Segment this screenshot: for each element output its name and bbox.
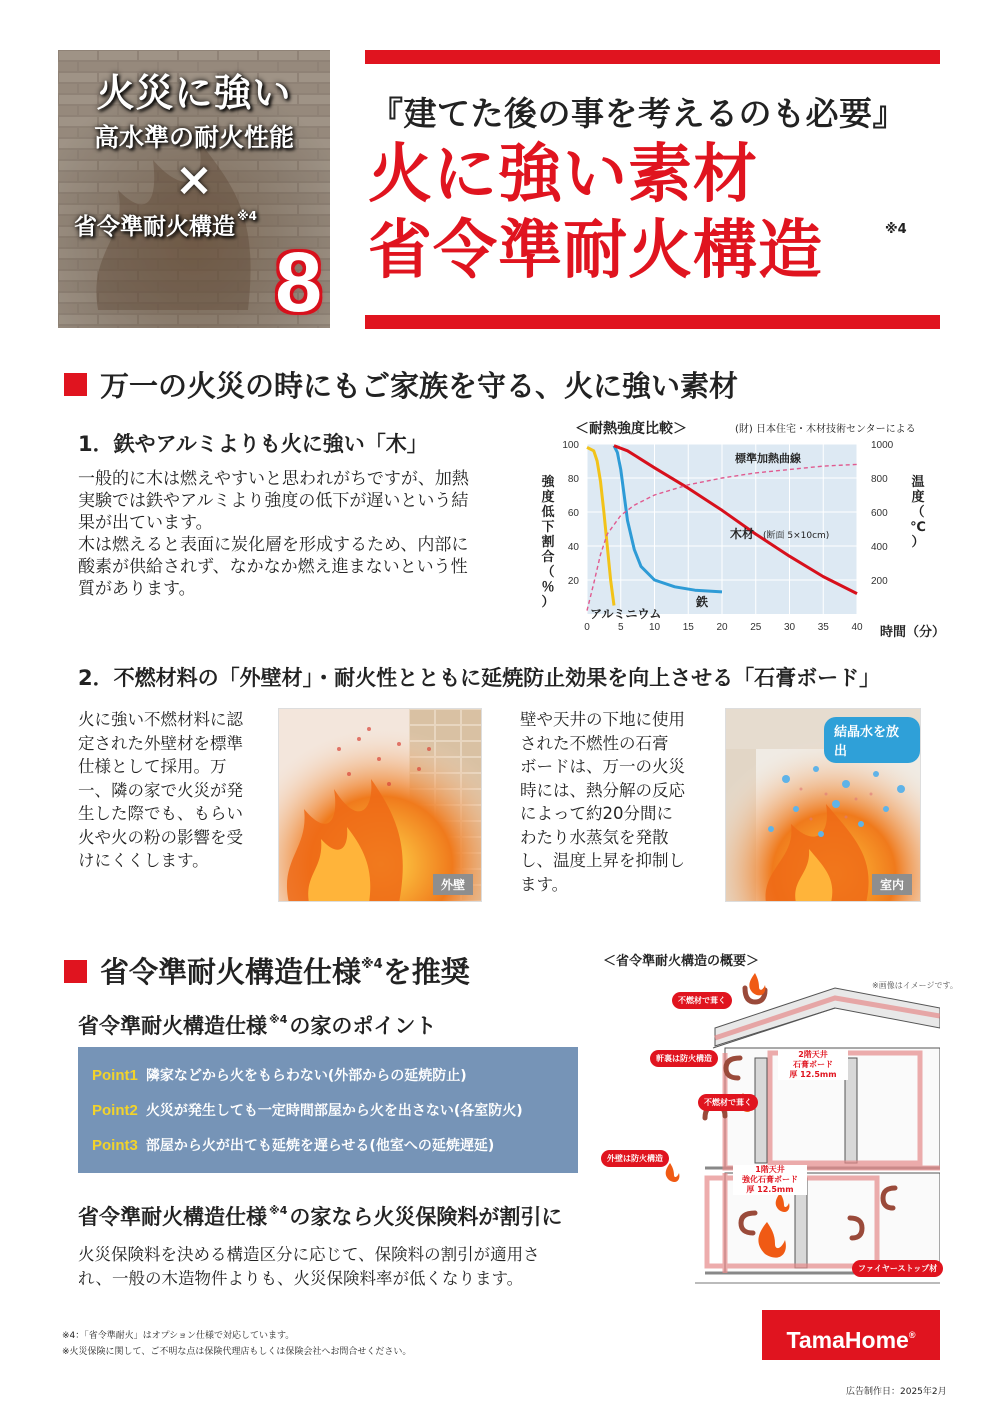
point1-text: 隣家などから火をもらわない(外部からの延焼防止): [145, 1068, 467, 1084]
header-subtitle: 『建てた後の事を考えるのも必要』: [370, 94, 906, 133]
crystal-water-badge: 結晶水を放出: [824, 717, 920, 763]
diagram-label-outer-wall: 外壁は防火構造: [601, 1150, 669, 1167]
insurance-title-tail: の家なら火災保険料が割引に: [289, 1205, 563, 1229]
badge-line3-text: 省令準耐火構造: [74, 214, 235, 240]
section2-heading-tail: を推奨: [382, 955, 470, 989]
interior-photo: [725, 708, 921, 902]
point2-text: 火災が発生しても一定時間部屋から火を出さない(各室防火): [145, 1103, 523, 1119]
point-row-2: [92, 1100, 523, 1120]
chart-xtick-label: 30: [783, 622, 796, 633]
chart-label-aluminium: アルミニウム: [590, 607, 662, 621]
chart-ylabel-char: 度: [541, 490, 555, 505]
points-title: [78, 1010, 436, 1040]
points-title-note: ※4: [269, 1013, 288, 1026]
chart-ylabel-char: 割: [541, 535, 555, 550]
diagram-label-mid-roof: 不燃材で葺く: [698, 1094, 758, 1111]
item2-right-text: [520, 708, 685, 896]
section2-heading-note: ※4: [361, 957, 383, 972]
badge-number: 8: [275, 235, 322, 328]
chart-label-wood: 木材: [730, 527, 755, 541]
points-title-tail: の家のポイント: [289, 1014, 437, 1038]
item1-line: 実験では鉄やアルミより強度の低下が遅いという結: [78, 491, 469, 511]
chart-ylabel-char: 強: [541, 475, 555, 490]
item1-line: 果が出ています。: [78, 513, 213, 533]
chart-label-iron: 鉄: [696, 595, 709, 609]
item2-right-line: ます。: [520, 874, 569, 894]
item2-left-line: 火や火の粉の影響を受: [78, 827, 243, 847]
item2-right-line: によって約20分間に: [520, 804, 673, 823]
chart-y2label-char: 温: [911, 475, 925, 490]
item2-right-line: された不燃性の石膏: [520, 733, 669, 753]
chart-ytick-label: 40: [567, 542, 579, 553]
item2-right-line: 壁や天井の下地に使用: [520, 710, 685, 729]
chart-ylabel-char: ）: [541, 595, 555, 610]
item2-title: 2．不燃材料の「外壁材」・耐火性とともに延焼防止効果を向上させる「石膏ボード」: [78, 666, 881, 690]
item1-line: 酸素が供給されず、なかなか燃え進まないという性: [78, 557, 468, 577]
heat-strength-chart: [530, 436, 950, 648]
chart-ylabel-char: （: [541, 565, 555, 580]
badge-note: ※4: [237, 209, 258, 223]
chart-y2label-char: ℃: [910, 520, 926, 535]
item2-left-line: 定された外壁材を標準: [78, 733, 243, 753]
ceiling1-line: 1階天井: [755, 1165, 785, 1174]
logo-text: TamaHome: [786, 1327, 909, 1353]
chart-xlabel: 時間（分）: [880, 625, 946, 640]
item2-right-line: ボードは、万一の火災: [520, 757, 685, 776]
insurance-text: [78, 1243, 540, 1291]
points-box: [78, 1047, 578, 1173]
exterior-photo-tag: 外壁: [433, 874, 473, 895]
insurance-title: [78, 1201, 562, 1231]
point1-key: Point1: [92, 1067, 138, 1084]
chart-y2label-char: 度: [911, 490, 925, 505]
section1-marker: [64, 373, 87, 396]
chart-label-std-curve: 標準加熱曲線: [735, 452, 801, 465]
chart-y2tick-label: 200: [871, 576, 888, 587]
footnote-1: ※4：「省令準耐火」はオプション仕様で対応しています。: [62, 1331, 295, 1341]
item1-text: [78, 468, 469, 600]
ceiling2-line: 厚 12.5mm: [789, 1070, 837, 1079]
item2-left-text: [78, 708, 243, 873]
chart-ylabel-char: 合: [541, 550, 555, 565]
item2-right-line: 時には、熱分解の反応: [520, 780, 685, 800]
diagram-label-ceiling2: [778, 1050, 848, 1080]
section1-heading: 万一の火災の時にもご家族を守る、火に強い素材: [100, 369, 739, 403]
chart-y2label-char: ）: [911, 535, 925, 550]
section2-heading-text: 省令準耐火構造仕様: [100, 955, 362, 989]
item2-left-line: 火に強い不燃材料に認: [78, 710, 243, 729]
chart-y2tick-label: 1000: [871, 440, 894, 451]
chart-source: (財) 日本住宅・木材技術センターによる: [735, 424, 916, 435]
chart-label-wood-note: (断面 5×10cm): [763, 531, 830, 541]
point-row-1: [92, 1065, 467, 1085]
section2-marker: [64, 960, 87, 983]
section2-heading: [100, 950, 470, 991]
diagram-label-eaves: 軒裏は防火構造: [650, 1050, 718, 1067]
diagram-label-roof: 不燃材で葺く: [672, 992, 732, 1009]
diagram-label-firestop: ファイヤーストップ材: [852, 1260, 943, 1277]
chart-ylabel-char: 低: [541, 505, 555, 520]
publish-date: 広告制作日：2025年2月: [846, 1387, 947, 1397]
item2-left-line: 一、隣の家で火災が発: [78, 780, 243, 800]
chart-xtick-label: 25: [750, 622, 762, 633]
header-title-note: ※4: [885, 222, 907, 237]
point-row-3: [92, 1135, 494, 1155]
ceiling2-line: 2階天井: [798, 1050, 828, 1059]
point2-key: Point2: [92, 1102, 138, 1119]
chart-xtick-label: 5: [617, 622, 624, 633]
logo-mark: ®: [908, 1330, 916, 1340]
insurance-title-text: 省令準耐火構造仕様: [78, 1205, 267, 1229]
chart-xtick-label: 10: [648, 622, 661, 633]
chart-ytick-label: 20: [567, 576, 579, 587]
chart-y2tick-label: 400: [871, 542, 888, 553]
item1-line: 一般的に木は燃えやすいと思われがちですが、加熱: [78, 469, 469, 489]
exterior-wall-photo: [278, 708, 482, 902]
chart-xtick-label: 15: [682, 622, 694, 633]
header-badge: [58, 50, 330, 328]
chart-xtick-label: 40: [851, 622, 863, 633]
chart-title: ＜耐熱強度比較＞: [575, 421, 687, 437]
item1-line: 質があります。: [78, 579, 196, 599]
item2-left-line: けにくくします。: [78, 851, 209, 870]
diagram-note: ※画像はイメージです。: [872, 981, 958, 990]
item2-left-line: 仕様として採用。万: [78, 757, 227, 776]
ceiling2-line: 石膏ボード: [793, 1060, 833, 1069]
item2-left-line: 生した際でも、もらい: [78, 804, 243, 823]
points-title-text: 省令準耐火構造仕様: [78, 1014, 267, 1038]
ceiling1-line: 厚 12.5mm: [746, 1185, 794, 1194]
chart-y2label-char: （: [911, 505, 925, 520]
chart-xtick-label: 20: [716, 622, 728, 633]
header-title-line1: 火に強い素材: [368, 138, 758, 212]
badge-cross: ×: [174, 152, 214, 206]
item1-line: 木は燃えると表面に炭化層を形成するため、内部に: [78, 535, 469, 555]
insurance-title-note: ※4: [269, 1204, 288, 1217]
header-bar-top: [365, 50, 940, 64]
point3-text: 部屋から火が出ても延焼を遅らせる(他室への延焼遅延): [145, 1138, 495, 1154]
chart-y2tick-label: 800: [871, 474, 888, 485]
chart-xtick-label: 0: [584, 622, 590, 633]
badge-line2: 高水準の耐火性能: [93, 123, 294, 152]
badge-line1: 火災に強い: [96, 71, 292, 115]
interior-photo-tag: 室内: [872, 874, 912, 895]
diagram-caption: ＜省令準耐火構造の概要＞: [603, 954, 760, 969]
item2-right-line: し、温度上昇を抑制し: [520, 851, 685, 870]
header-title-line2: 省令準耐火構造: [368, 214, 823, 288]
ceiling1-line: 強化石膏ボード: [742, 1175, 798, 1184]
insurance-line: 火災保険料を決める構造区分に応じて、保険料の割引が適用さ: [78, 1245, 540, 1264]
chart-ylabel-char: ％: [541, 580, 555, 595]
point3-key: Point3: [92, 1137, 138, 1154]
chart-ytick-label: 60: [567, 508, 579, 519]
house-structure-diagram: [595, 968, 940, 1298]
item2-right-line: わたり水蒸気を発散: [520, 827, 669, 847]
footnote-2: ※火災保険に関して、ご不明な点は保険代理店もしくは保険会社へお問合せください。: [62, 1347, 412, 1357]
chart-ytick-label: 80: [567, 474, 579, 485]
header-bar-bottom: [365, 315, 940, 329]
chart-ylabel-char: 下: [541, 520, 555, 535]
chart-ytick-label: 100: [562, 440, 579, 451]
item1-title: 1．鉄やアルミよりも火に強い「木」: [78, 432, 428, 456]
chart-y2tick-label: 600: [871, 508, 888, 519]
chart-xtick-label: 35: [817, 622, 829, 633]
insurance-line: れ、一般の木造物件よりも、火災保険料率が低くなります。: [78, 1269, 524, 1288]
diagram-label-ceiling1: [733, 1165, 807, 1195]
tamahome-logo: [762, 1310, 940, 1360]
